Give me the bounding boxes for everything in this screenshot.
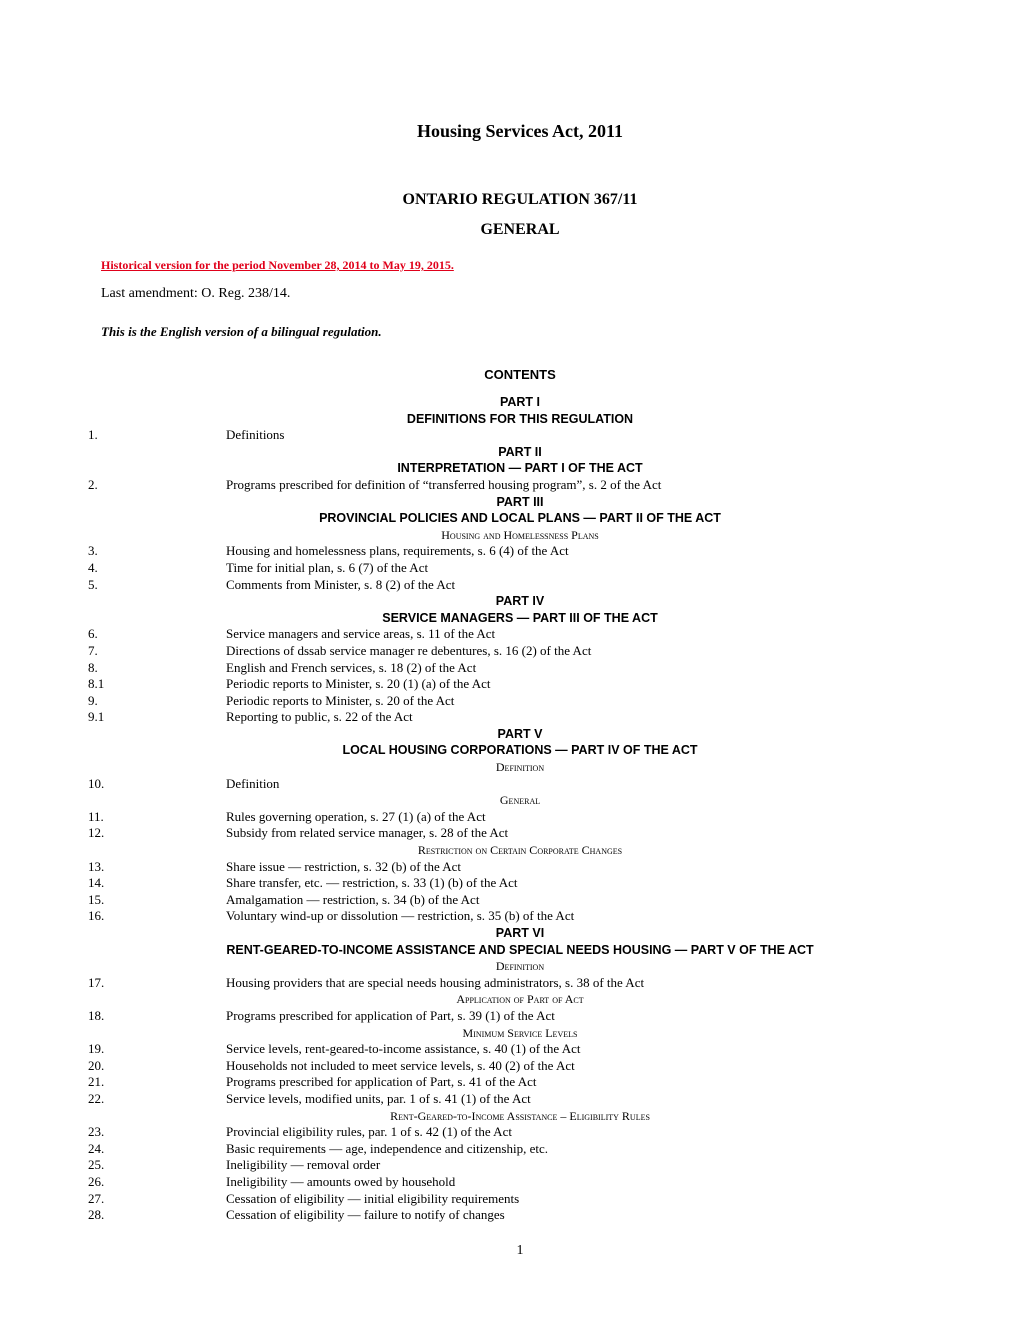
toc-entry [0, 543, 1020, 560]
table-of-contents [0, 394, 1020, 1224]
toc-part-title: DEFINITIONS FOR THIS REGULATION [406, 411, 634, 426]
toc-subheading: Definition [495, 959, 545, 974]
toc-entry [0, 477, 1020, 494]
toc-entry-number: 14. [88, 875, 105, 891]
toc-entry-title[interactable]: English and French services, s. 18 (2) of the Act [226, 659, 477, 675]
toc-entry-title[interactable]: Programs prescribed for application of Part, s. 41 of the Act [226, 1074, 537, 1090]
act-title: Housing Services Act, 2011 [417, 121, 623, 141]
toc-entry-number: 13. [88, 858, 105, 874]
toc-entry-title[interactable]: Service levels, rent-geared-to-income assistance, s. 40 (1) of the Act [226, 1041, 581, 1057]
toc-entry-title[interactable]: Time for initial plan, s. 6 (7) of the Act [226, 559, 429, 575]
toc-entry-title[interactable]: Service managers and service areas, s. 11 of the Act [226, 626, 496, 642]
toc-entry-title[interactable]: Basic requirements — age, independence and citizenship, etc. [226, 1140, 548, 1156]
toc-entry [0, 1058, 1020, 1075]
toc-entry-number: 7. [88, 642, 98, 658]
toc-entry-number: 25. [88, 1157, 105, 1173]
toc-part-title: PROVINCIAL POLICIES AND LOCAL PLANS — PART II OF THE ACT [319, 511, 721, 526]
regulation-name: GENERAL [480, 221, 560, 238]
toc-entry-number: 12. [88, 825, 105, 841]
toc-entry-number: 20. [88, 1057, 105, 1073]
toc-entry-number: 8.1 [88, 676, 105, 692]
toc-subheading: Application of Part of Act [456, 992, 584, 1007]
toc-part-title: INTERPRETATION — PART I OF THE ACT [397, 461, 643, 476]
toc-entry [0, 643, 1020, 660]
toc-part-title: SERVICE MANAGERS — PART III OF THE ACT [382, 610, 658, 625]
toc-entry [0, 1008, 1020, 1025]
toc-entry [0, 776, 1020, 793]
toc-entry [0, 1157, 1020, 1174]
toc-subheading: Minimum Service Levels [462, 1025, 578, 1040]
toc-subheading: Housing and Homelessness Plans [441, 527, 599, 542]
toc-entry-number: 3. [88, 543, 98, 559]
toc-subheading: Definition [495, 760, 545, 775]
toc-entry-title[interactable]: Cessation of eligibility — failure to notify of changes [226, 1207, 505, 1223]
toc-entry [0, 908, 1020, 925]
toc-entry [0, 1091, 1020, 1108]
toc-entry-title[interactable]: Directions of dssab service manager re debentures, s. 16 (2) of the Act [226, 642, 592, 658]
toc-part-title: RENT-GEARED-TO-INCOME ASSISTANCE AND SPECIAL NEEDS HOUSING — PART V OF THE ACT [226, 942, 814, 957]
toc-entry-number: 16. [88, 908, 105, 924]
toc-entry-title[interactable]: Subsidy from related service manager, s. 28 of the Act [226, 825, 509, 841]
toc-entry-number: 24. [88, 1140, 105, 1156]
toc-part-label: PART III [496, 494, 544, 509]
toc-entry-title[interactable]: Ineligibility — removal order [226, 1157, 381, 1173]
toc-entry-number: 9. [88, 692, 98, 708]
toc-entry [0, 1207, 1020, 1224]
toc-entry [0, 709, 1020, 726]
contents-heading: CONTENTS [484, 367, 556, 382]
toc-entry-number: 19. [88, 1041, 105, 1057]
toc-entry-number: 9.1 [88, 709, 105, 725]
toc-entry-title[interactable]: Definitions [226, 427, 285, 443]
toc-entry-number: 17. [88, 974, 105, 990]
toc-entry-number: 1. [88, 427, 98, 443]
toc-entry-number: 28. [88, 1207, 105, 1223]
toc-entry-title[interactable]: Share transfer, etc. — restriction, s. 33 (1) (b) of the Act [226, 875, 518, 891]
toc-entry [0, 875, 1020, 892]
toc-subheading: Rent-Geared-to-Income Assistance – Eligibility Rules [390, 1108, 650, 1123]
toc-entry-number: 4. [88, 559, 98, 575]
toc-entry [0, 577, 1020, 594]
toc-entry-number: 26. [88, 1173, 105, 1189]
toc-entry-number: 22. [88, 1090, 105, 1106]
toc-part-title: LOCAL HOUSING CORPORATIONS — PART IV OF THE ACT [342, 743, 698, 758]
toc-entry-title[interactable]: Rules governing operation, s. 27 (1) (a) of the Act [226, 808, 486, 824]
toc-entry-title[interactable]: Housing and homelessness plans, requirements, s. 6 (4) of the Act [226, 543, 569, 559]
toc-entry-number: 5. [88, 576, 98, 592]
toc-entry-title[interactable]: Households not included to meet service levels, s. 40 (2) of the Act [226, 1057, 575, 1073]
toc-entry [0, 1074, 1020, 1091]
toc-entry-title[interactable]: Programs prescribed for definition of “transferred housing program”, s. 2 of the Act [226, 476, 662, 492]
toc-part-label: PART IV [495, 594, 545, 609]
bilingual-note: This is the English version of a bilingual regulation. [101, 324, 382, 339]
toc-entry [0, 1191, 1020, 1208]
toc-entry-number: 21. [88, 1074, 105, 1090]
toc-entry-title[interactable]: Ineligibility — amounts owed by household [226, 1173, 456, 1189]
toc-entry-number: 10. [88, 775, 105, 791]
toc-entry-number: 27. [88, 1190, 105, 1206]
toc-entry-title[interactable]: Voluntary wind-up or dissolution — restriction, s. 35 (b) of the Act [226, 908, 575, 924]
toc-entry [0, 1174, 1020, 1191]
toc-part-label: PART V [497, 726, 543, 741]
toc-entry-number: 6. [88, 626, 98, 642]
toc-entry-title[interactable]: Periodic reports to Minister, s. 20 (1) (a) of the Act [226, 676, 491, 692]
toc-entry [0, 975, 1020, 992]
toc-entry [0, 427, 1020, 444]
toc-entry [0, 809, 1020, 826]
toc-entry-number: 15. [88, 891, 105, 907]
toc-entry-number: 11. [88, 808, 104, 824]
toc-entry [0, 859, 1020, 876]
toc-entry [0, 693, 1020, 710]
toc-entry-number: 2. [88, 476, 98, 492]
toc-entry [0, 1041, 1020, 1058]
toc-entry [0, 825, 1020, 842]
toc-part-label: PART I [499, 395, 541, 409]
toc-part-label: PART VI [495, 926, 545, 940]
regulation-number: ONTARIO REGULATION 367/11 [402, 191, 638, 208]
toc-entry-title[interactable]: Comments from Minister, s. 8 (2) of the Act [226, 576, 456, 592]
toc-entry [0, 560, 1020, 577]
toc-entry [0, 1141, 1020, 1158]
toc-entry-title[interactable]: Definition [226, 775, 280, 791]
toc-entry-number: 23. [88, 1124, 105, 1140]
toc-entry-title[interactable]: Amalgamation — restriction, s. 34 (b) of the Act [226, 891, 480, 907]
toc-entry-title[interactable]: Reporting to public, s. 22 of the Act [226, 709, 413, 725]
toc-entry-title[interactable]: Programs prescribed for application of Part, s. 39 (1) of the Act [226, 1007, 555, 1023]
toc-entry-title[interactable]: Service levels, modified units, par. 1 of s. 41 (1) of the Act [226, 1090, 531, 1106]
last-amendment: Last amendment: O. Reg. 238/14. [101, 286, 291, 301]
toc-entry-title[interactable]: Housing providers that are special needs housing administrators, s. 38 of the Act [226, 974, 645, 990]
toc-entry [0, 1124, 1020, 1141]
toc-entry [0, 892, 1020, 909]
toc-entry [0, 660, 1020, 677]
toc-entry [0, 626, 1020, 643]
toc-part-label: PART II [498, 444, 542, 459]
toc-entry-title[interactable]: Periodic reports to Minister, s. 20 of the Act [226, 692, 455, 708]
toc-entry [0, 676, 1020, 693]
toc-entry-title[interactable]: Provincial eligibility rules, par. 1 of s. 42 (1) of the Act [226, 1124, 512, 1140]
toc-entry-title[interactable]: Share issue — restriction, s. 32 (b) of the Act [226, 858, 462, 874]
toc-subheading: General [499, 793, 541, 808]
page-number: 1 [516, 1243, 524, 1258]
toc-entry-number: 18. [88, 1007, 105, 1023]
toc-entry-number: 8. [88, 659, 98, 675]
historical-version-link[interactable]: Historical version for the period November 28, 2014 to May 19, 2015. [101, 258, 454, 272]
toc-subheading: Restriction on Certain Corporate Changes [417, 843, 623, 858]
toc-entry-title[interactable]: Cessation of eligibility — initial eligibility requirements [226, 1190, 520, 1206]
